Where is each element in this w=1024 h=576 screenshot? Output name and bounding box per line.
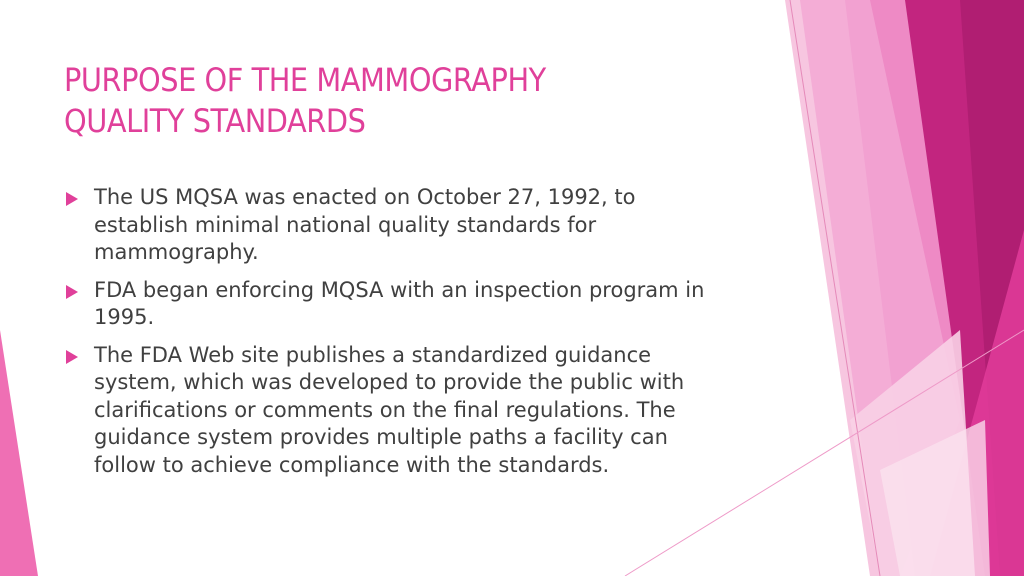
- bullet-line: 1995.: [94, 305, 155, 329]
- bullet-line: establish minimal national quality standards for: [94, 212, 597, 237]
- bullet-list: [64, 184, 764, 489]
- bullet-line: FDA began enforcing MQSA with an inspection program in: [94, 277, 705, 302]
- bullet-line: follow to achieve compliance with the standards.: [94, 452, 610, 477]
- bullet-text: [94, 184, 764, 267]
- title-line-2: QUALITY STANDARDS: [64, 102, 366, 140]
- bullet-line: clarifications or comments on the final regulations. The: [94, 397, 676, 422]
- bullet-line: The US MQSA was enacted on October 27, 1992, to: [94, 185, 636, 209]
- bullet-item: [64, 184, 764, 267]
- bullet-text: [94, 277, 764, 332]
- bullet-line: mammography.: [94, 240, 259, 264]
- bullet-text: [94, 342, 764, 480]
- bullet-line: The FDA Web site publishes a standardized guidance: [94, 342, 652, 367]
- triangle-bullet-icon: [66, 192, 78, 206]
- bullet-line: guidance system provides multiple paths a facility can: [94, 425, 668, 449]
- bullet-item: [64, 277, 764, 332]
- bullet-item: [64, 342, 764, 480]
- bullet-line: system, which was developed to provide the public with: [94, 370, 685, 394]
- title-line-1: PURPOSE OF THE MAMMOGRAPHY: [64, 61, 546, 99]
- slide-title: [64, 60, 694, 142]
- triangle-bullet-icon: [66, 350, 78, 364]
- triangle-bullet-icon: [66, 285, 78, 299]
- left-edge-strip: [0, 330, 38, 576]
